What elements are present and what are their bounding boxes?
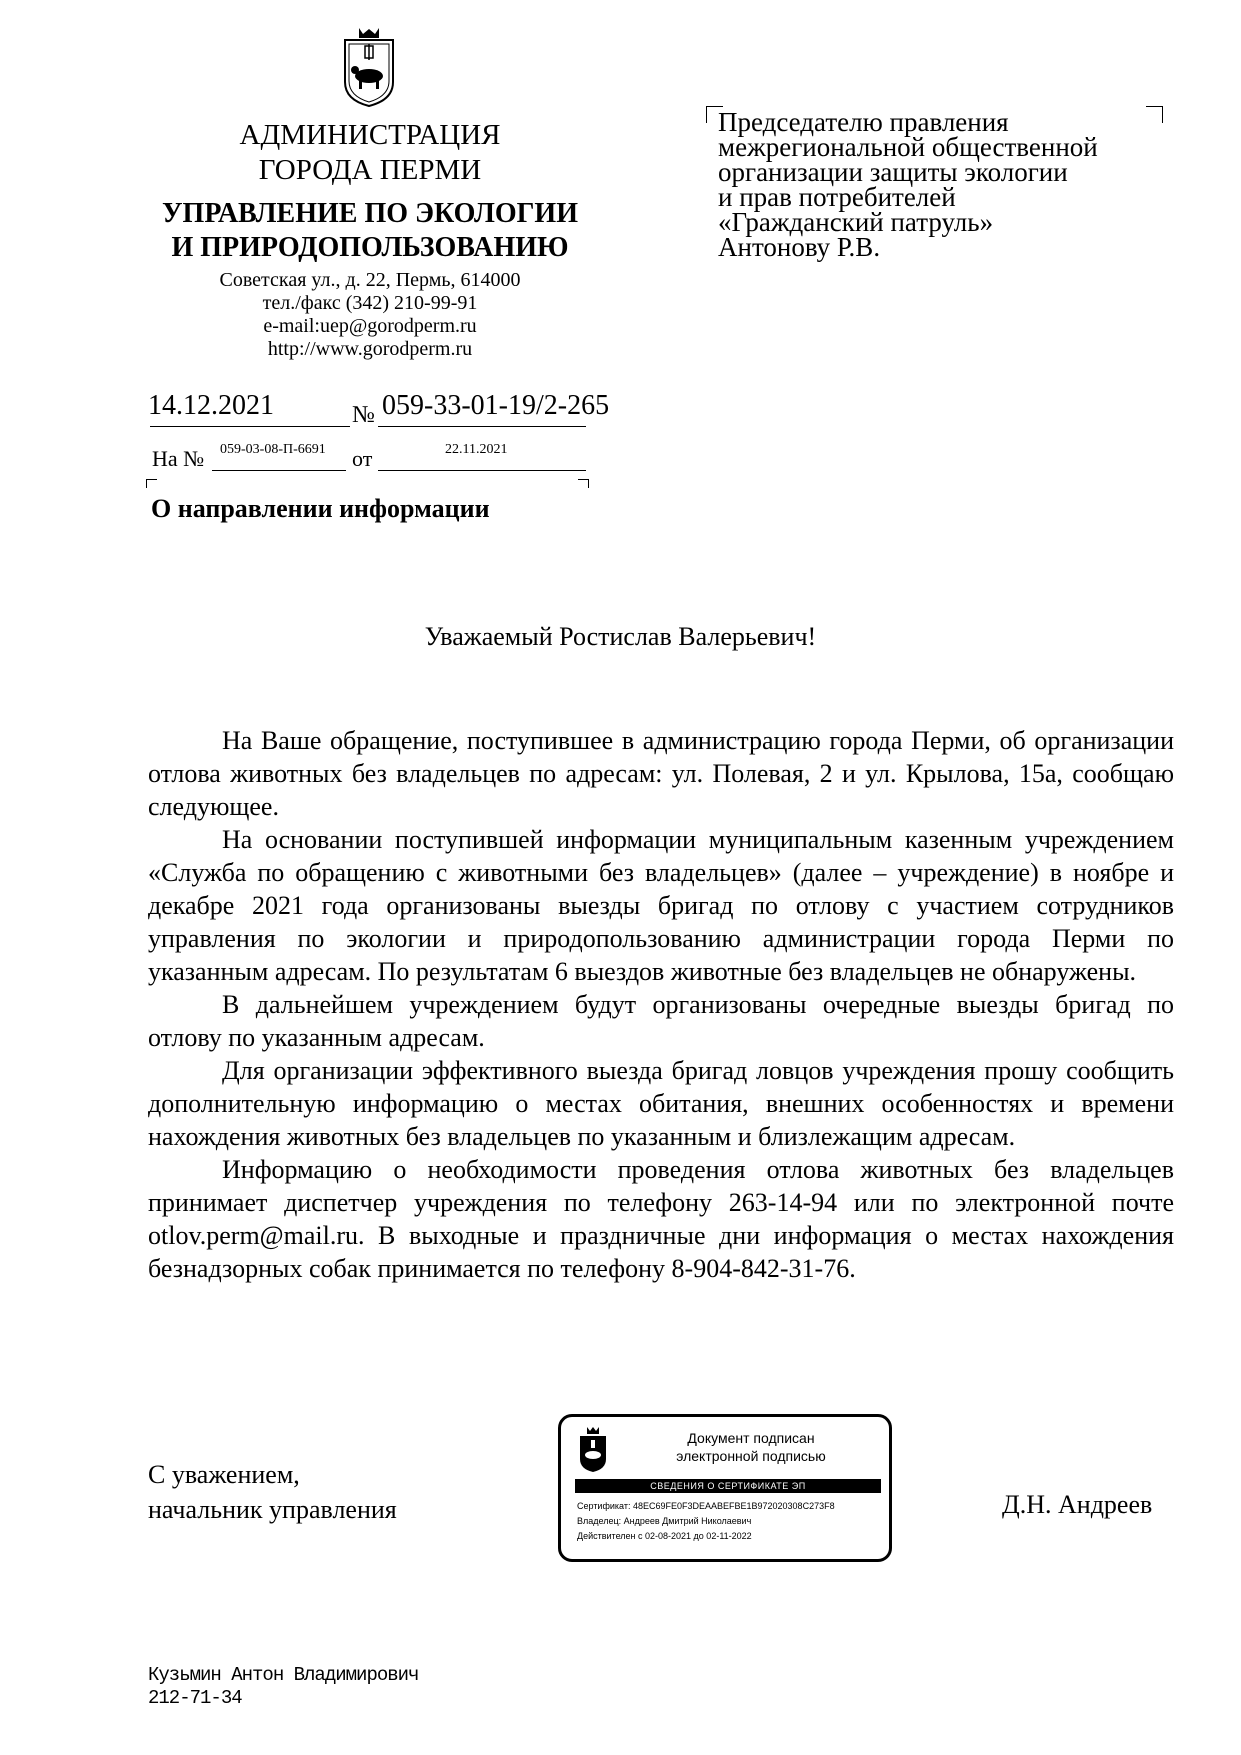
certificate-number: Сертификат: 48EC69FE0F3DEAABEFBE1B972020308C273F8 bbox=[577, 1501, 835, 1511]
stamp-title bbox=[651, 1429, 851, 1465]
number-underline bbox=[378, 426, 586, 427]
recipient-line: Антонову Р.В. bbox=[718, 232, 881, 262]
letter-body bbox=[148, 724, 1174, 1285]
paragraph: На Ваше обращение, поступившее в администрацию города Перми, об организации отлова животных без владельцев по адресам: ул. Полевая, 2 и ул. Крылова, 15а, сообщаю следующее. bbox=[148, 726, 1174, 821]
coat-of-arms-icon bbox=[339, 26, 399, 108]
reply-to-number: 059-03-08-П-6691 bbox=[220, 442, 326, 457]
recipient-line: и прав потребителей bbox=[718, 182, 956, 212]
paragraph: Для организации эффективного выезда бригад ловцов учреждения прошу сообщить дополнительную информацию о местах обитания, внешних особенностях и времени нахождения животных без владельцев по указанным и близлежащим адресам. bbox=[148, 1056, 1174, 1151]
emblem-icon bbox=[577, 1425, 609, 1473]
reply-number-underline bbox=[212, 470, 346, 471]
address: Советская ул., д. 22, Пермь, 614000 bbox=[219, 269, 521, 291]
department-line-1: УПРАВЛЕНИЕ ПО ЭКОЛОГИИ bbox=[161, 198, 578, 229]
executor bbox=[148, 1664, 418, 1710]
paragraph: В дальнейшем учреждением будут организованы очередные выезды бригад по отлову по указанным адресам. bbox=[148, 990, 1174, 1052]
stamp-title-line-2: электронной подписью bbox=[676, 1448, 826, 1464]
paragraph: На основании поступившей информации муниципальным казенным учреждением «Служба по обращению с животными без владельцев» (далее – учреждение) в ноябре и декабре 2021 года организованы выезды бригад по отлову с участием сотрудников управления по экологии и природопользованию администрации города Перми по указанным адресам. По результатам 6 выездов животные без владельцев не обнаружены. bbox=[148, 825, 1174, 986]
certificate-info-bar: СВЕДЕНИЯ О СЕРТИФИКАТЕ ЭП bbox=[575, 1479, 881, 1493]
closing-line-1: С уважением, bbox=[148, 1460, 300, 1489]
closing-line-2: начальник управления bbox=[148, 1495, 397, 1524]
signer-name: Д.Н. Андреев bbox=[1002, 1490, 1153, 1519]
certificate-owner: Владелец: Андреев Дмитрий Николаевич bbox=[577, 1516, 752, 1526]
document-number: 059-33-01-19/2-265 bbox=[382, 390, 610, 421]
paragraph: Информацию о необходимости проведения отлова животных без владельцев принимает диспетчер учреждения по телефону 263-14-94 или по электронной почте otlov.perm@mail.ru. В выходные и праздничные дни информация о местах нахождения безнадзорных собак принимается по телефону 8-904-842-31-76. bbox=[148, 1155, 1174, 1283]
greeting: Уважаемый Ростислав Валерьевич! bbox=[424, 622, 817, 651]
subject-corner-left bbox=[146, 479, 157, 488]
from-label: от bbox=[352, 446, 373, 471]
electronic-signature-stamp bbox=[558, 1414, 892, 1562]
reply-to-label: На № bbox=[152, 446, 205, 471]
website: http://www.gorodperm.ru bbox=[267, 338, 473, 360]
email: e-mail:uep@gorodperm.ru bbox=[263, 315, 477, 337]
stamp-title-line-1: Документ подписан bbox=[687, 1430, 815, 1446]
recipient-line: «Гражданский патруль» bbox=[718, 207, 994, 237]
closing bbox=[148, 1457, 397, 1527]
reply-to-date: 22.11.2021 bbox=[445, 442, 508, 457]
document-date: 14.12.2021 bbox=[148, 390, 274, 421]
administration-line-2: ГОРОДА ПЕРМИ bbox=[258, 154, 482, 186]
executor-phone: 212-71-34 bbox=[148, 1687, 242, 1709]
recipient-line: организации защиты экологии bbox=[718, 157, 1068, 187]
certificate-validity: Действителен с 02-08-2021 до 02-11-2022 bbox=[577, 1531, 752, 1541]
department-line-2: И ПРИРОДОПОЛЬЗОВАНИЮ bbox=[171, 232, 569, 263]
date-underline bbox=[150, 426, 350, 427]
recipient-line: межрегиональной общественной bbox=[718, 132, 1098, 162]
administration-line-1: АДМИНИСТРАЦИЯ bbox=[239, 119, 501, 151]
phone-fax: тел./факс (342) 210-99-91 bbox=[262, 292, 478, 314]
subject-corner-right bbox=[578, 479, 589, 488]
executor-name: Кузьмин Антон Владимирович bbox=[148, 1664, 419, 1686]
reply-date-underline bbox=[378, 470, 586, 471]
recipient-line: Председателю правления bbox=[718, 107, 1009, 137]
number-sign: № bbox=[352, 402, 375, 428]
subject: О направлении информации bbox=[151, 494, 490, 523]
recipient-block bbox=[718, 107, 1178, 262]
